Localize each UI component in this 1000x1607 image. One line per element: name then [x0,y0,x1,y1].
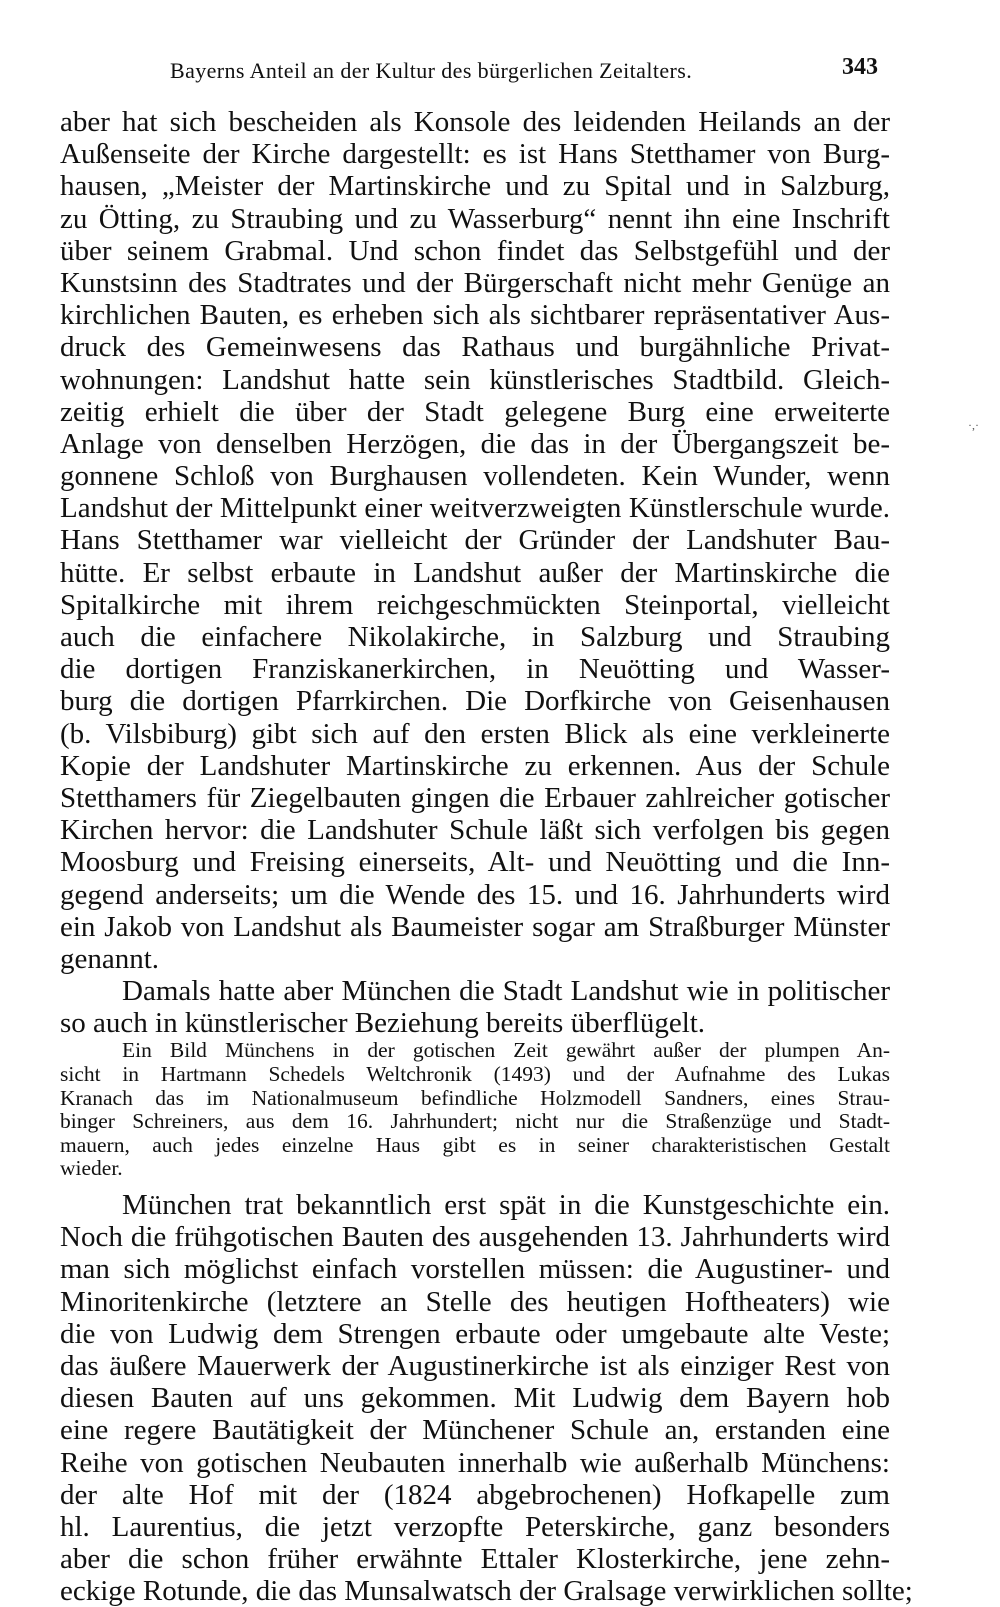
text-line: kirchlichen Bauten, es erheben sich als sichtbarer repräsentativer Aus- [60,299,890,332]
text-line: eckige Rotunde, die das Munsalwatsch der Gralsage verwirklichen sollte; [60,1575,913,1607]
text-line: aber hat sich bescheiden als Konsole des leidenden Heilands an der [60,106,890,138]
text-line: Reihe von gotischen Neubauten innerhalb wie außerhalb Münchens: [60,1446,890,1479]
text-line: das äußere Mauerwerk der Augustinerkirche ist als einziger Rest von [60,1349,890,1382]
page-number: 343 [842,54,878,80]
text-line: hausen, „Meister der Martinskirche und zu Spital und in Salzburg, [60,170,890,203]
running-head: Bayerns Anteil an der Kultur des bürgerlichen Zeitalters. [170,58,693,83]
text-line: eine regere Bautätigkeit der Münchener Schule an, erstanden eine [60,1414,890,1447]
text-line: Anlage von denselben Herzögen, die das in der Übergangszeit be- [60,427,890,460]
text-line: die von Ludwig dem Strengen erbaute oder umgebaute alte Veste; [60,1317,890,1350]
text-line: zu Ötting, zu Straubing und zu Wasserburg“ nennt ihn eine Inschrift [60,202,890,235]
text-line: man sich möglichst einfach vorstellen müssen: die Augustiner- und [60,1253,890,1286]
margin-speck: ·,· [968,418,979,432]
paragraph-muenchen-intro [60,975,890,1039]
text-line: Kirchen hervor: die Landshuter Schule läßt sich verfolgen bis gegen [60,814,890,847]
text-line: genannt. [60,942,160,975]
text-line: München trat bekanntlich erst spät in die Kunstgeschichte ein. [122,1189,890,1221]
note-line: Ein Bild Münchens in der gotischen Zeit gewährt außer der plumpen An- [122,1038,890,1063]
text-line: Minoritenkirche (letztere an Stelle des heutigen Hoftheaters) wie [60,1285,890,1318]
note-line: wieder. [60,1156,123,1181]
text-line: Spitalkirche mit ihrem reichgeschmückten Steinportal, vielleicht [60,588,890,621]
text-line: auch die einfachere Nikolakirche, in Salzburg und Straubing [60,621,890,653]
text-line: Landshut der Mittelpunkt einer weitverzweigten Künstlerschule wurde. [60,492,890,525]
text-line: Stetthamers für Ziegelbauten gingen die Erbauer zahlreicher gotischer [60,781,890,814]
small-print-note [60,1039,890,1181]
text-line: diesen Bauten auf uns gekommen. Mit Ludwig dem Bayern hob [60,1382,890,1415]
text-line: Kopie der Landshuter Martinskirche zu erkennen. Aus der Schule [60,749,890,782]
page-header [60,52,880,86]
text-line: burg die dortigen Pfarrkirchen. Die Dorfkirche von Geisenhausen [60,685,890,718]
text-line: Kunstsinn des Stadtrates und der Bürgerschaft nicht mehr Genüge an [60,266,890,299]
text-line: wohnungen: Landshut hatte sein künstlerisches Stadtbild. Gleich- [60,363,890,396]
paragraph-muenchen [60,1189,913,1607]
note-line: binger Schreiners, aus dem 16. Jahrhundert; nicht nur die Straßenzüge und Stadt- [60,1109,890,1134]
text-line: Damals hatte aber München die Stadt Landshut wie in politischer [122,975,890,1008]
text-line: der alte Hof mit der (1824 abgebrochenen) Hofkapelle zum [60,1478,890,1511]
text-line: aber die schon früher erwähnte Ettaler Klosterkirche, jene zehn- [60,1543,890,1576]
text-line: Außenseite der Kirche dargestellt: es ist Hans Stetthamer von Burg- [60,138,890,171]
text-line: gegend anderseits; um die Wende des 15. und 16. Jahrhunderts wird [60,878,890,911]
text-line: über seinem Grabmal. Und schon findet das Selbstgefühl und der [60,234,890,267]
spacer [60,1181,890,1189]
text-line: hl. Laurentius, die jetzt verzopfte Peterskirche, ganz besonders [60,1510,890,1543]
text-line: so auch in künstlerischer Beziehung bereits überflügelt. [60,1007,706,1040]
note-line: sicht in Hartmann Schedels Weltchronik (1493) und der Aufnahme des Lukas [60,1062,890,1087]
text-line: die dortigen Franziskanerkirchen, in Neuötting und Wasser- [60,653,890,686]
text-column [60,106,913,1607]
note-line: mauern, auch jedes einzelne Haus gibt es in seiner charakteristischen Gestalt [60,1132,890,1157]
paragraph-landshut [60,106,890,975]
text-line: Hans Stetthamer war vielleicht der Gründer der Landshuter Bau- [60,524,890,557]
text-line: zeitig erhielt die über der Stadt gelegene Burg eine erweiterte [60,395,890,428]
text-line: hütte. Er selbst erbaute in Landshut außer der Martinskirche die [60,556,890,589]
text-line: ein Jakob von Landshut als Baumeister sogar am Straßburger Münster [60,910,890,943]
text-line: Noch die frühgotischen Bauten des ausgehenden 13. Jahrhunderts wird [60,1221,890,1254]
text-line: gonnene Schloß von Burghausen vollendeten. Kein Wunder, wenn [60,460,890,493]
text-line: druck des Gemeinwesens das Rathaus und burgähnliche Privat- [60,331,890,364]
text-line: (b. Vilsbiburg) gibt sich auf den ersten Blick als eine verkleinerte [60,717,890,750]
note-line: Kranach das im Nationalmuseum befindliche Holzmodell Sandners, eines Strau- [60,1085,890,1110]
text-line: Moosburg und Freising einerseits, Alt- und Neuötting und die Inn- [60,846,890,879]
